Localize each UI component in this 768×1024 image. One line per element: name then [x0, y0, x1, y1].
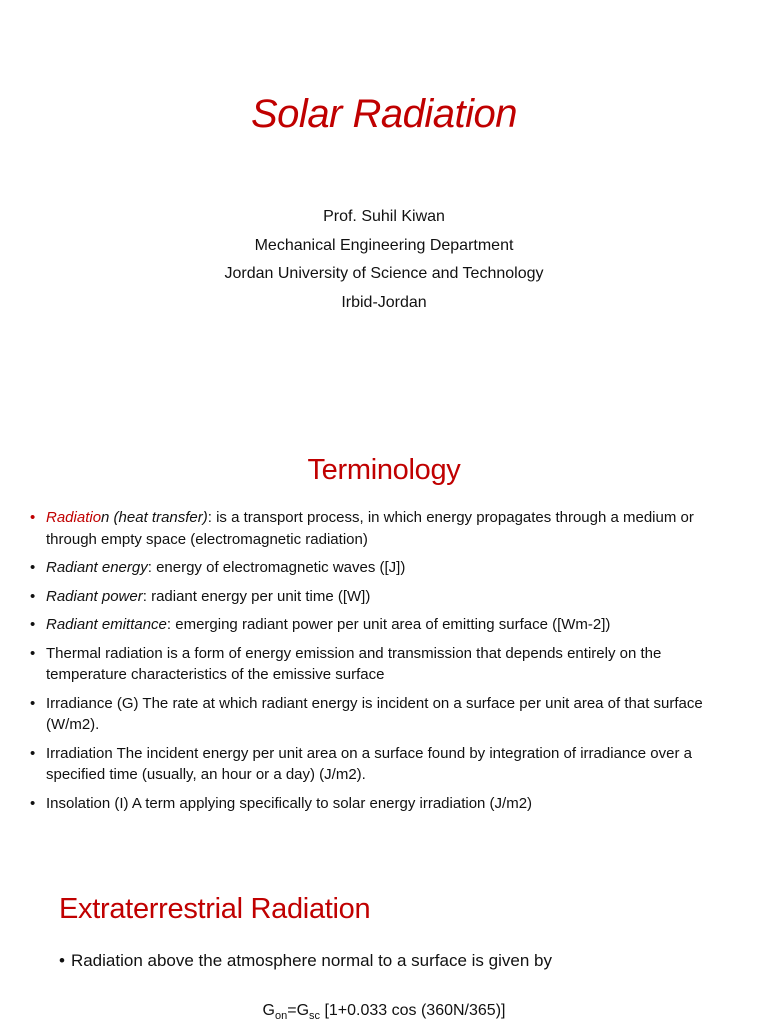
- formula-lhs-subscript: on: [274, 1010, 288, 1023]
- term-name: n (heat transfer): [101, 509, 208, 526]
- term-definition: : emerging radiant power per unit area of emitting surface ([Wm-2]): [166, 616, 611, 633]
- term-definition: : radiant energy per unit time ([W]): [142, 587, 371, 605]
- bullet-icon: •: [30, 509, 36, 526]
- author-block: [0, 203, 768, 317]
- term-highlight: Radiatio: [46, 509, 102, 526]
- list-item-radiant-energy: [29, 557, 729, 579]
- list-item-irradiance: [29, 693, 729, 736]
- terminology-slide: [0, 384, 768, 864]
- bullet-icon: •: [30, 587, 36, 605]
- term-definition: Insolation (I) A term applying specifically to solar energy irradiation (J/m2): [46, 794, 533, 812]
- term-definition: : energy of electromagnetic waves ([J]): [147, 559, 406, 576]
- bullet-icon: •: [30, 644, 36, 662]
- terminology-list: [29, 507, 729, 821]
- formula-rhs-subscript: sc: [309, 1010, 321, 1023]
- author-name: Prof. Suhil Kiwan: [323, 208, 445, 225]
- term-name: Radiant energy: [46, 559, 148, 576]
- bullet-icon: •: [30, 694, 36, 712]
- bullet-icon: •: [30, 794, 36, 812]
- list-item-radiation: [29, 507, 729, 550]
- term-definition: Thermal radiation is a form of energy emission and transmission that depends entirely on the temperature characteristics of the emissive surface: [46, 644, 662, 683]
- title-slide: [0, 0, 768, 384]
- bullet-icon: •: [30, 559, 36, 576]
- term-definition: Irradiance (G) The rate at which radiant energy is incident on a surface per unit area of that surface (W/m2).: [46, 694, 703, 733]
- list-item-irradiation: [29, 743, 729, 786]
- extraterrestrial-title: Extraterrestrial Radiation: [59, 893, 371, 925]
- list-item-thermal-radiation: [29, 643, 729, 686]
- bullet-icon: •: [59, 951, 65, 970]
- formula-equals: =G: [287, 1002, 310, 1019]
- list-item-radiant-power: [29, 586, 729, 608]
- list-item-radiant-emittance: [29, 614, 729, 636]
- formula: [0, 1002, 768, 1022]
- term-name: Radiant emittance: [46, 616, 167, 633]
- formula-lhs: G: [262, 1002, 275, 1019]
- department-name: Mechanical Engineering Department: [254, 236, 514, 254]
- term-definition: : is a transport process, in which energy propagates through a medium or through empty space (electromagnetic radiation): [46, 509, 694, 548]
- terminology-title: Terminology: [307, 454, 461, 486]
- extraterrestrial-bullet: [59, 951, 552, 971]
- university-name: Jordan University of Science and Technology: [224, 265, 544, 283]
- extraterrestrial-slide: [0, 864, 768, 1024]
- bullet-text: Radiation above the atmosphere normal to a surface is given by: [70, 951, 552, 970]
- term-definition: Irradiation The incident energy per unit area on a surface found by integration of irradiance over a specified time (usually, an hour or a day) (J/m2).: [46, 744, 692, 783]
- bullet-icon: •: [30, 744, 36, 762]
- location-name: Irbid-Jordan: [341, 293, 427, 311]
- list-item-insolation: [29, 793, 729, 815]
- slide-title: Solar Radiation: [251, 92, 517, 136]
- term-name: Radiant power: [46, 587, 143, 605]
- formula-rhs: [1+0.033 cos (360N/365)]: [320, 1002, 506, 1019]
- bullet-icon: •: [30, 616, 36, 633]
